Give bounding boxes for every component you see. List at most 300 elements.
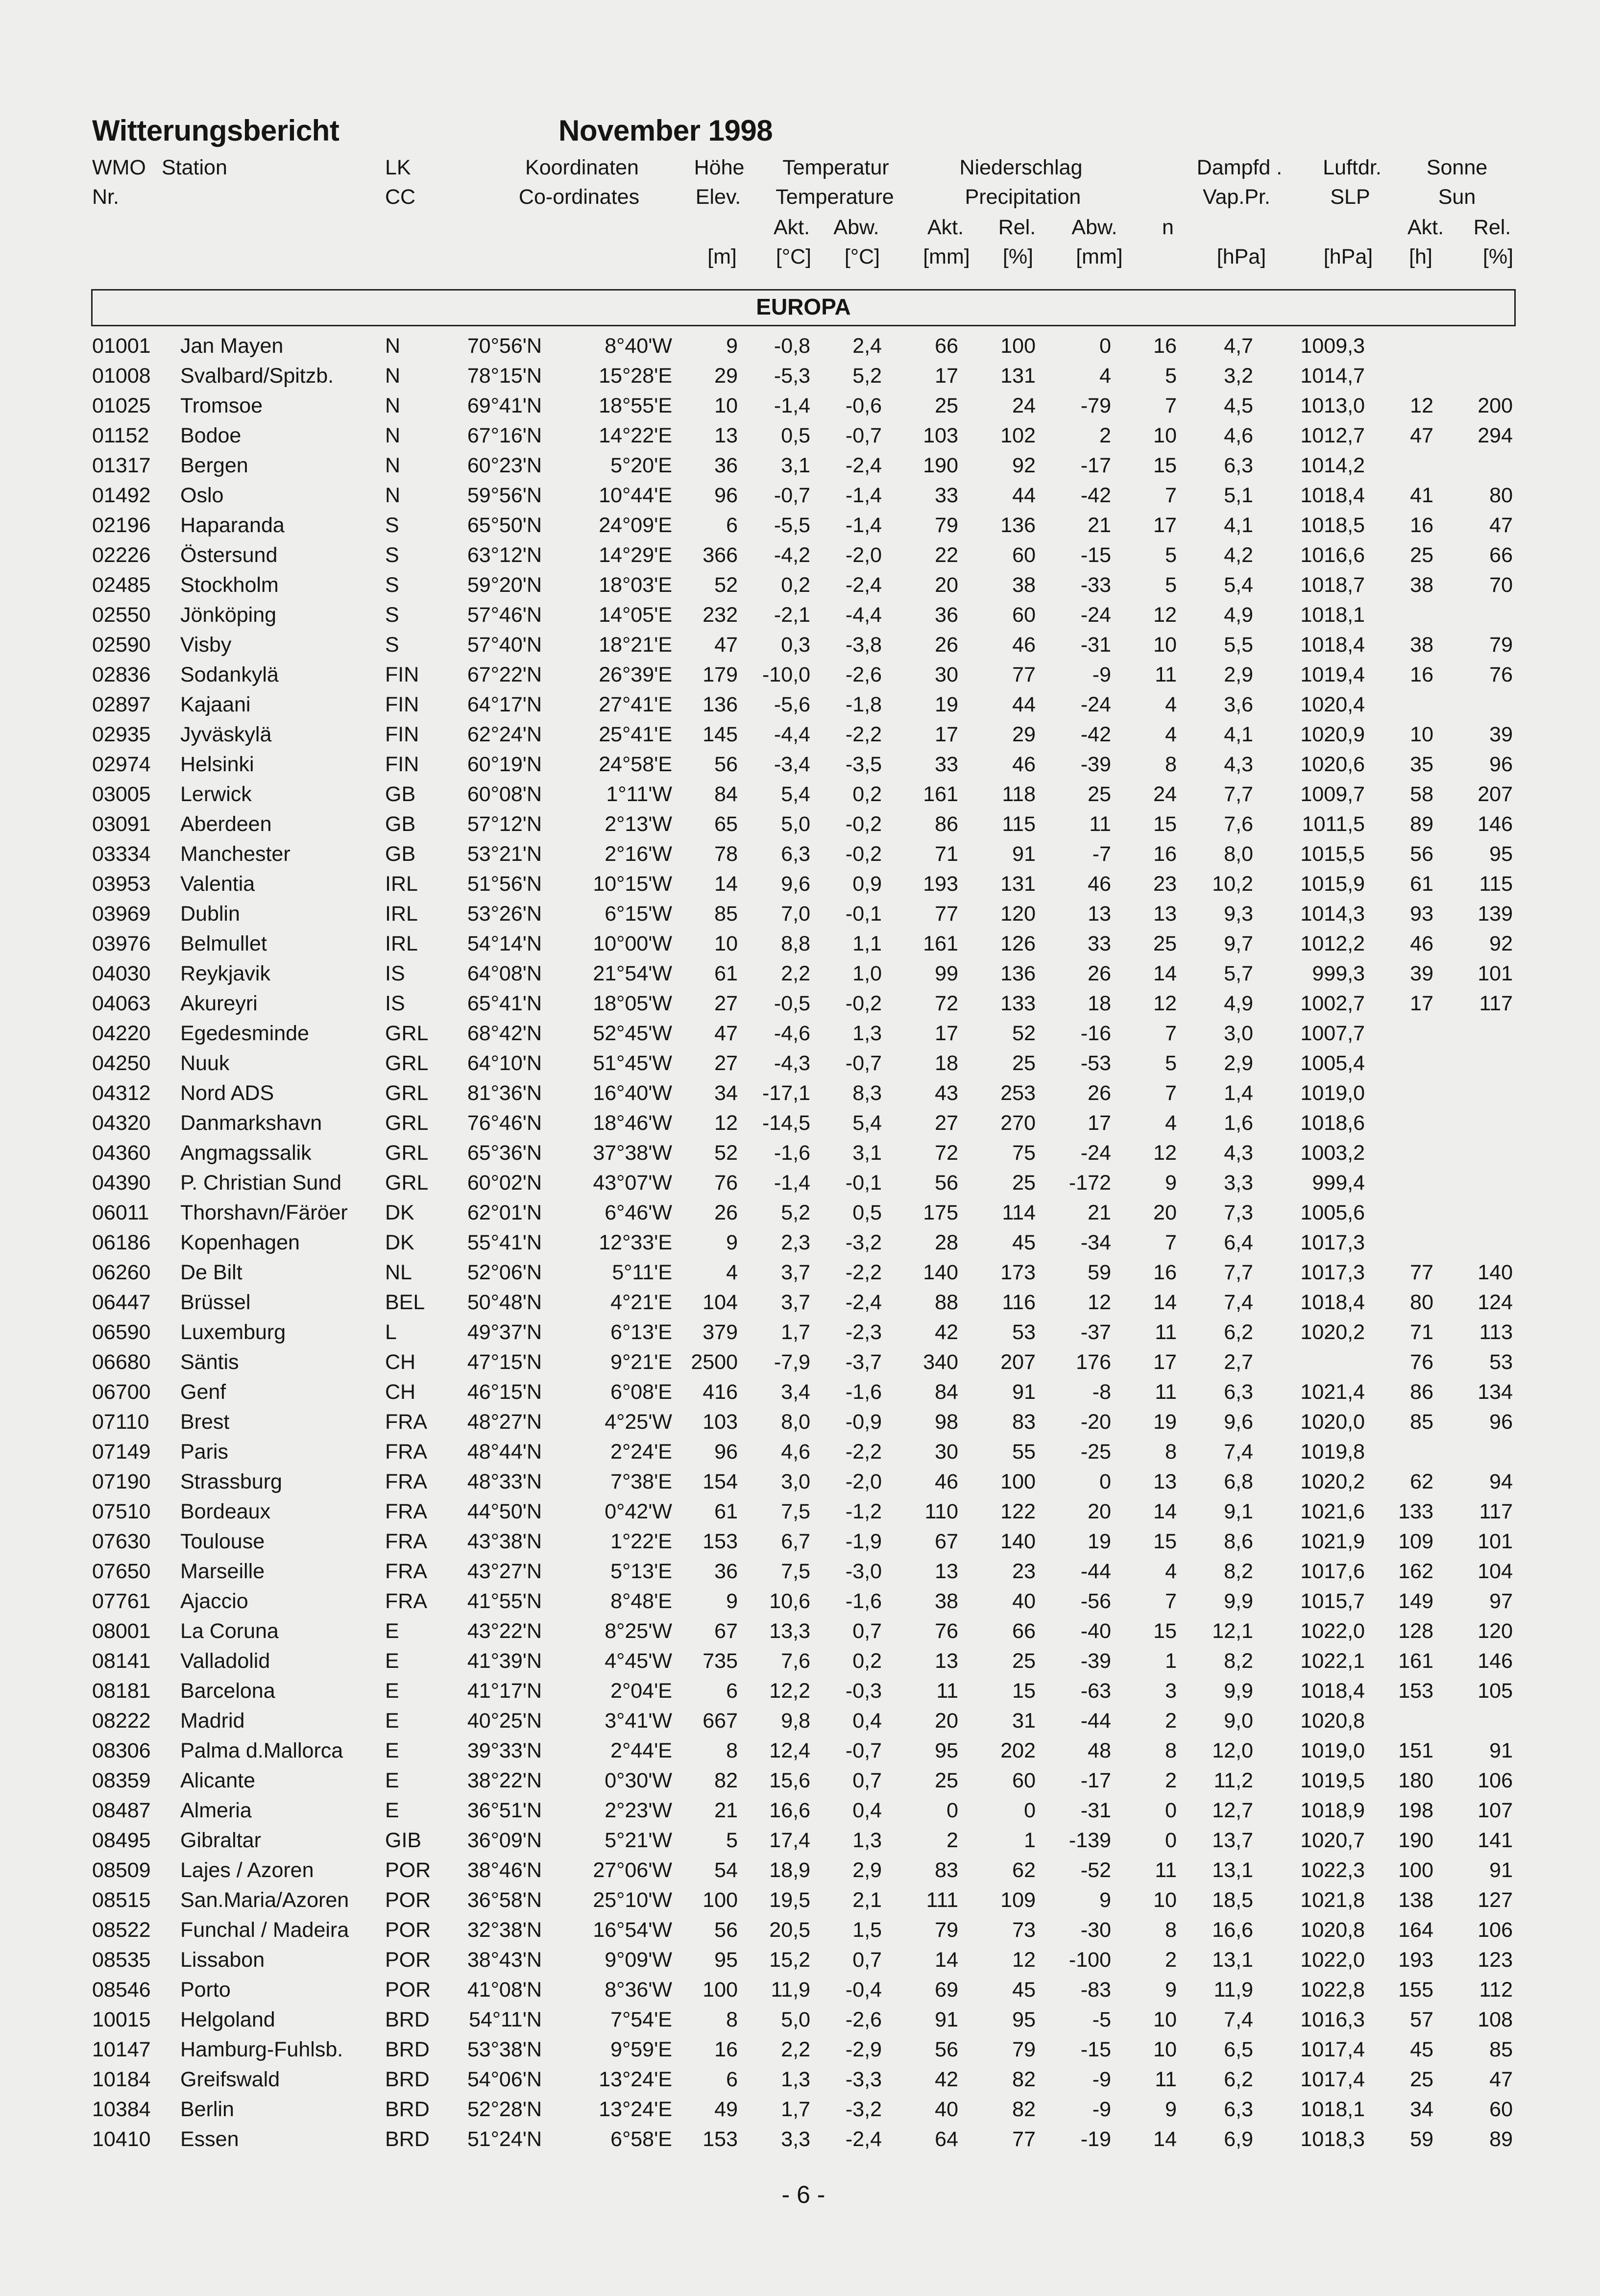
temp-actual-cell: 2,2: [781, 962, 810, 985]
precip-actual-cell: 69: [935, 1978, 958, 2002]
country-code-cell: FIN: [385, 753, 419, 776]
precip-days-cell: 0: [1165, 1799, 1177, 1822]
precip-days-cell: 17: [1153, 1350, 1177, 1374]
longitude-cell: 16°40'W: [593, 1081, 672, 1105]
sun-hours-cell: 149: [1398, 1589, 1433, 1613]
elevation-cell: 145: [703, 723, 738, 746]
latitude-cell: 54°14'N: [467, 932, 542, 955]
sun-hours-cell: 138: [1398, 1888, 1433, 1912]
temp-deviation-cell: -0,6: [845, 394, 882, 417]
station-name-cell: Tromsoe: [180, 394, 263, 417]
region-label: EUROPA: [756, 294, 851, 319]
sea-level-pressure-cell: 1020,6: [1300, 753, 1365, 776]
vapour-pressure-cell: 9,9: [1224, 1589, 1253, 1613]
latitude-cell: 63°12'N: [467, 543, 542, 567]
country-code-cell: BEL: [385, 1291, 425, 1314]
header-elev: Elev.: [695, 185, 741, 209]
wmo-number-cell: 10147: [92, 2038, 151, 2061]
header-dampfd: Dampfd .: [1196, 156, 1283, 179]
precip-days-cell: 4: [1165, 1560, 1177, 1583]
sun-hours-cell: 25: [1410, 2068, 1433, 2091]
precip-actual-cell: 340: [923, 1350, 958, 1374]
precip-relative-cell: 25: [1012, 1649, 1036, 1673]
elevation-cell: 76: [714, 1171, 738, 1195]
table-row: [0, 1288, 1600, 1318]
precip-deviation-cell: -17: [1080, 1769, 1111, 1792]
temp-deviation-cell: -2,2: [845, 1440, 882, 1464]
precip-deviation-cell: -79: [1080, 394, 1111, 417]
sea-level-pressure-cell: 1016,6: [1300, 543, 1365, 567]
latitude-cell: 53°21'N: [467, 842, 542, 866]
precip-relative-cell: 102: [1000, 424, 1036, 447]
sea-level-pressure-cell: 1022,8: [1300, 1978, 1365, 2002]
precip-days-cell: 3: [1165, 1679, 1177, 1703]
station-name-cell: Jyväskylä: [180, 723, 272, 746]
precip-days-cell: 8: [1165, 1440, 1177, 1464]
temp-deviation-cell: -1,8: [845, 693, 882, 716]
temp-actual-cell: -4,2: [774, 543, 810, 567]
elevation-cell: 8: [726, 1739, 738, 1762]
sea-level-pressure-cell: 1021,4: [1300, 1380, 1365, 1404]
station-name-cell: Valladolid: [180, 1649, 270, 1673]
precip-relative-cell: 140: [1000, 1530, 1036, 1553]
precip-actual-cell: 110: [924, 1500, 958, 1523]
sun-relative-cell: 139: [1478, 902, 1513, 926]
station-name-cell: Svalbard/Spitzb.: [180, 364, 334, 388]
temp-deviation-cell: -0,4: [845, 1978, 882, 2002]
precip-actual-cell: 56: [935, 2038, 958, 2061]
latitude-cell: 76°46'N: [467, 1111, 542, 1135]
temp-actual-cell: 11,9: [771, 1978, 810, 2002]
station-name-cell: Barcelona: [180, 1679, 275, 1703]
vapour-pressure-cell: 7,7: [1224, 782, 1253, 806]
precip-relative-cell: 122: [1000, 1500, 1036, 1523]
precip-actual-cell: 11: [936, 1679, 958, 1703]
sun-relative-cell: 104: [1478, 1560, 1513, 1583]
wmo-number-cell: 06590: [92, 1320, 151, 1344]
wmo-number-cell: 08495: [92, 1829, 151, 1852]
temp-deviation-cell: -0,7: [845, 424, 882, 447]
header-temperatur: Temperatur: [782, 156, 889, 179]
latitude-cell: 43°27'N: [467, 1560, 542, 1583]
precip-relative-cell: 53: [1012, 1320, 1036, 1344]
precip-actual-cell: 19: [935, 693, 958, 716]
wmo-number-cell: 02590: [92, 633, 151, 657]
temp-deviation-cell: -2,2: [845, 723, 882, 746]
page-number: - 6 -: [781, 2181, 825, 2208]
table-row: [0, 1826, 1600, 1856]
precip-actual-cell: 161: [923, 932, 958, 955]
sun-hours-cell: 12: [1410, 394, 1433, 417]
table-row: [0, 1258, 1600, 1288]
station-name-cell: Essen: [180, 2127, 239, 2151]
wmo-number-cell: 04360: [92, 1141, 151, 1165]
precip-days-cell: 15: [1153, 1530, 1177, 1553]
elevation-cell: 6: [726, 513, 738, 537]
vapour-pressure-cell: 6,2: [1224, 2068, 1253, 2091]
elevation-cell: 27: [714, 1051, 738, 1075]
precip-deviation-cell: 46: [1088, 872, 1111, 896]
precip-days-cell: 1: [1165, 1649, 1177, 1673]
header-precipitation: Precipitation: [965, 185, 1081, 209]
longitude-cell: 1°22'E: [610, 1530, 672, 1553]
sun-hours-cell: 35: [1410, 753, 1433, 776]
precip-actual-cell: 42: [935, 1320, 958, 1344]
precip-days-cell: 10: [1153, 2038, 1177, 2061]
sun-relative-cell: 123: [1478, 1948, 1513, 1972]
sea-level-pressure-cell: 1020,4: [1300, 693, 1365, 716]
precip-deviation-cell: 59: [1088, 1261, 1111, 1284]
temp-actual-cell: 3,0: [781, 1470, 810, 1493]
wmo-number-cell: 07149: [92, 1440, 151, 1464]
temp-actual-cell: -2,1: [774, 603, 810, 627]
temp-actual-cell: 6,7: [781, 1530, 810, 1553]
header-cc: CC: [385, 185, 416, 209]
precip-deviation-cell: -53: [1080, 1051, 1111, 1075]
sea-level-pressure-cell: 1015,9: [1300, 872, 1365, 896]
temp-deviation-cell: -2,4: [845, 573, 882, 597]
temp-deviation-cell: -2,4: [845, 454, 882, 477]
sun-relative-cell: 85: [1489, 2038, 1513, 2061]
precip-actual-cell: 99: [935, 962, 958, 985]
vapour-pressure-cell: 4,9: [1224, 603, 1253, 627]
precip-relative-cell: 25: [1012, 1171, 1036, 1195]
vapour-pressure-cell: 3,2: [1224, 364, 1253, 388]
sun-relative-cell: 106: [1478, 1769, 1513, 1792]
vapour-pressure-cell: 9,9: [1224, 1679, 1253, 1703]
precip-days-cell: 4: [1165, 1111, 1177, 1135]
temp-actual-cell: 15,6: [769, 1769, 810, 1792]
country-code-cell: POR: [385, 1978, 431, 2002]
precip-deviation-cell: -42: [1080, 484, 1111, 507]
elevation-cell: 56: [714, 753, 738, 776]
precip-deviation-cell: 33: [1088, 932, 1111, 955]
longitude-cell: 3°41'W: [605, 1709, 672, 1733]
latitude-cell: 78°15'N: [467, 364, 542, 388]
precip-actual-cell: 13: [935, 1560, 958, 1583]
sun-hours-cell: 155: [1398, 1978, 1433, 2002]
precip-deviation-cell: -9: [1092, 2068, 1111, 2091]
elevation-cell: 9: [726, 1231, 738, 1254]
station-name-cell: Helsinki: [180, 753, 254, 776]
vapour-pressure-cell: 2,9: [1224, 1051, 1253, 1075]
station-name-cell: Danmarkshavn: [180, 1111, 322, 1135]
latitude-cell: 68°42'N: [467, 1022, 542, 1045]
wmo-number-cell: 06680: [92, 1350, 151, 1374]
sea-level-pressure-cell: 1022,3: [1300, 1858, 1365, 1882]
table-row: [0, 2125, 1600, 2154]
latitude-cell: 59°20'N: [467, 573, 542, 597]
temp-deviation-cell: 8,3: [852, 1081, 882, 1105]
wmo-number-cell: 07510: [92, 1500, 151, 1523]
precip-actual-cell: 42: [935, 2068, 958, 2091]
station-name-cell: Visby: [180, 633, 232, 657]
precip-relative-cell: 109: [1000, 1888, 1036, 1912]
elevation-cell: 34: [714, 1081, 738, 1105]
longitude-cell: 9°59'E: [610, 2038, 672, 2061]
precip-relative-cell: 73: [1012, 1918, 1036, 1942]
precip-relative-cell: 60: [1012, 543, 1036, 567]
vapour-pressure-cell: 16,6: [1212, 1918, 1253, 1942]
table-row: [0, 1108, 1600, 1138]
country-code-cell: BRD: [385, 2008, 430, 2031]
temp-deviation-cell: 0,7: [852, 1948, 882, 1972]
sun-hours-cell: 162: [1398, 1560, 1433, 1583]
temp-actual-cell: 3,1: [781, 454, 810, 477]
station-name-cell: Kajaani: [180, 693, 251, 716]
precip-actual-cell: 40: [935, 2098, 958, 2121]
longitude-cell: 4°21'E: [610, 1291, 672, 1314]
latitude-cell: 54°11'N: [469, 2008, 542, 2031]
table-row: [0, 1676, 1600, 1706]
longitude-cell: 18°03'E: [599, 573, 672, 597]
latitude-cell: 36°58'N: [467, 1888, 542, 1912]
precip-deviation-cell: 19: [1088, 1530, 1111, 1553]
precip-relative-cell: 83: [1012, 1410, 1036, 1434]
unit-prec-akt: [mm]: [923, 245, 970, 269]
precip-relative-cell: 173: [1000, 1261, 1036, 1284]
sun-relative-cell: 146: [1478, 812, 1513, 836]
sun-hours-cell: 100: [1398, 1858, 1433, 1882]
station-name-cell: Bordeaux: [180, 1500, 271, 1523]
precip-deviation-cell: -24: [1080, 693, 1111, 716]
sun-relative-cell: 91: [1489, 1739, 1513, 1762]
longitude-cell: 25°10'W: [593, 1888, 672, 1912]
precip-days-cell: 5: [1165, 543, 1177, 567]
wmo-number-cell: 08509: [92, 1858, 151, 1882]
temp-deviation-cell: 1,0: [852, 962, 882, 985]
vapour-pressure-cell: 7,3: [1224, 1201, 1253, 1224]
latitude-cell: 65°50'N: [467, 513, 542, 537]
country-code-cell: GRL: [385, 1111, 429, 1135]
precip-actual-cell: 30: [935, 663, 958, 686]
latitude-cell: 60°19'N: [467, 753, 542, 776]
temp-actual-cell: 16,6: [769, 1799, 810, 1822]
sun-relative-cell: 146: [1478, 1649, 1513, 1673]
vapour-pressure-cell: 12,1: [1212, 1619, 1253, 1643]
wmo-number-cell: 02935: [92, 723, 151, 746]
temp-actual-cell: -3,4: [774, 753, 810, 776]
longitude-cell: 27°41'E: [599, 693, 672, 716]
elevation-cell: 61: [714, 1500, 738, 1523]
precip-actual-cell: 20: [935, 1709, 958, 1733]
station-name-cell: Strassburg: [180, 1470, 282, 1493]
longitude-cell: 2°23'W: [605, 1799, 672, 1822]
longitude-cell: 24°58'E: [599, 753, 672, 776]
precip-deviation-cell: -19: [1080, 2127, 1111, 2151]
latitude-cell: 57°46'N: [467, 603, 542, 627]
temp-deviation-cell: 2,4: [852, 334, 882, 358]
sun-hours-cell: 71: [1410, 1320, 1433, 1344]
precip-actual-cell: 72: [935, 1141, 958, 1165]
temp-actual-cell: 12,2: [769, 1679, 810, 1703]
table-row: [0, 780, 1600, 809]
header-temperature: Temperature: [776, 185, 894, 209]
station-name-cell: Hamburg-Fuhlsb.: [180, 2038, 343, 2061]
precip-days-cell: 10: [1153, 2008, 1177, 2031]
elevation-cell: 10: [714, 932, 738, 955]
elevation-cell: 5: [726, 1829, 738, 1852]
elevation-cell: 36: [714, 1560, 738, 1583]
header-coordinates: Co-ordinates: [518, 185, 640, 209]
latitude-cell: 49°37'N: [467, 1320, 542, 1344]
precip-actual-cell: 25: [935, 394, 958, 417]
country-code-cell: DK: [385, 1201, 414, 1224]
precip-deviation-cell: 176: [1076, 1350, 1111, 1374]
precip-days-cell: 5: [1165, 573, 1177, 597]
station-name-cell: Nord ADS: [180, 1081, 274, 1105]
sea-level-pressure-cell: 1018,4: [1300, 1679, 1365, 1703]
precip-actual-cell: 20: [935, 573, 958, 597]
country-code-cell: E: [385, 1739, 399, 1762]
vapour-pressure-cell: 6,3: [1224, 1380, 1253, 1404]
temp-actual-cell: 3,3: [781, 2127, 810, 2151]
country-code-cell: N: [385, 334, 401, 358]
vapour-pressure-cell: 11,9: [1213, 1978, 1253, 2002]
precip-relative-cell: 91: [1012, 1380, 1036, 1404]
table-row: [0, 690, 1600, 720]
vapour-pressure-cell: 9,0: [1224, 1709, 1253, 1733]
sea-level-pressure-cell: 1020,0: [1300, 1410, 1365, 1434]
table-row: [0, 1915, 1600, 1945]
sun-hours-cell: 198: [1398, 1799, 1433, 1822]
elevation-cell: 26: [714, 1201, 738, 1224]
header-sonne: Sonne: [1426, 156, 1488, 179]
temp-actual-cell: -0,7: [774, 484, 810, 507]
sea-level-pressure-cell: 1017,4: [1300, 2068, 1365, 2091]
longitude-cell: 0°42'W: [605, 1500, 672, 1523]
table-row: [0, 630, 1600, 660]
precip-days-cell: 17: [1153, 513, 1177, 537]
precip-deviation-cell: -16: [1080, 1022, 1111, 1045]
precip-relative-cell: 75: [1012, 1141, 1036, 1165]
vapour-pressure-cell: 5,1: [1224, 484, 1253, 507]
wmo-number-cell: 03953: [92, 872, 151, 896]
precip-actual-cell: 17: [935, 1022, 958, 1045]
temp-deviation-cell: -0,7: [845, 1051, 882, 1075]
precip-actual-cell: 190: [923, 454, 958, 477]
sun-relative-cell: 94: [1489, 1470, 1513, 1493]
sun-hours-cell: 89: [1410, 812, 1433, 836]
longitude-cell: 8°25'W: [605, 1619, 672, 1643]
precip-days-cell: 12: [1153, 1141, 1177, 1165]
vapour-pressure-cell: 13,1: [1212, 1948, 1253, 1972]
country-code-cell: FRA: [385, 1470, 427, 1493]
precip-actual-cell: 84: [935, 1380, 958, 1404]
station-name-cell: Valentia: [180, 872, 255, 896]
precip-deviation-cell: 2: [1099, 424, 1111, 447]
elevation-cell: 65: [714, 812, 738, 836]
latitude-cell: 54°06'N: [467, 2068, 542, 2091]
temp-deviation-cell: -3,2: [845, 1231, 882, 1254]
temp-actual-cell: 7,5: [781, 1500, 810, 1523]
longitude-cell: 18°55'E: [599, 394, 672, 417]
temp-deviation-cell: -2,4: [845, 1291, 882, 1314]
country-code-cell: E: [385, 1709, 399, 1733]
longitude-cell: 2°24'E: [610, 1440, 672, 1464]
temp-actual-cell: -0,5: [774, 992, 810, 1015]
sun-hours-cell: 47: [1410, 424, 1433, 447]
temp-deviation-cell: -1,2: [845, 1500, 882, 1523]
sea-level-pressure-cell: 1017,6: [1300, 1560, 1365, 1583]
precip-actual-cell: 28: [935, 1231, 958, 1254]
latitude-cell: 50°48'N: [467, 1291, 542, 1314]
precip-deviation-cell: -31: [1080, 633, 1111, 657]
longitude-cell: 2°13'W: [605, 812, 672, 836]
country-code-cell: E: [385, 1649, 399, 1673]
sea-level-pressure-cell: 1018,7: [1300, 573, 1365, 597]
sea-level-pressure-cell: 1019,0: [1300, 1739, 1365, 1762]
longitude-cell: 7°54'E: [610, 2008, 672, 2031]
sun-hours-cell: 193: [1398, 1948, 1433, 1972]
elevation-cell: 136: [703, 693, 738, 716]
sun-hours-cell: 61: [1410, 872, 1433, 896]
country-code-cell: BRD: [385, 2038, 430, 2061]
country-code-cell: POR: [385, 1918, 431, 1942]
longitude-cell: 6°08'E: [610, 1380, 672, 1404]
country-code-cell: FIN: [385, 693, 419, 716]
country-code-cell: FRA: [385, 1440, 427, 1464]
sea-level-pressure-cell: 1020,9: [1300, 723, 1365, 746]
sun-relative-cell: 124: [1478, 1291, 1513, 1314]
table-row: [0, 511, 1600, 540]
precip-deviation-cell: -24: [1080, 603, 1111, 627]
precip-relative-cell: 92: [1012, 454, 1036, 477]
sun-relative-cell: 134: [1478, 1380, 1513, 1404]
table-row: [0, 959, 1600, 989]
table-row: [0, 1587, 1600, 1616]
temp-actual-cell: 4,6: [781, 1440, 810, 1464]
longitude-cell: 25°41'E: [599, 723, 672, 746]
precip-days-cell: 11: [1155, 1380, 1177, 1404]
vapour-pressure-cell: 9,7: [1224, 932, 1253, 955]
precip-actual-cell: 79: [935, 1918, 958, 1942]
precip-deviation-cell: 21: [1088, 1201, 1111, 1224]
elevation-cell: 52: [714, 573, 738, 597]
sun-relative-cell: 113: [1479, 1320, 1513, 1344]
wmo-number-cell: 10410: [92, 2127, 151, 2151]
longitude-cell: 8°40'W: [605, 334, 672, 358]
temp-deviation-cell: -2,0: [845, 1470, 882, 1493]
elevation-cell: 16: [714, 2038, 738, 2061]
country-code-cell: FIN: [385, 663, 419, 686]
table-row: [0, 1168, 1600, 1198]
elevation-cell: 49: [714, 2098, 738, 2121]
wmo-number-cell: 08522: [92, 1918, 151, 1942]
temp-deviation-cell: -3,8: [845, 633, 882, 657]
sea-level-pressure-cell: 1022,1: [1300, 1649, 1365, 1673]
longitude-cell: 8°36'W: [605, 1978, 672, 2002]
sea-level-pressure-cell: 1018,4: [1300, 633, 1365, 657]
table-row: [0, 1138, 1600, 1168]
wmo-number-cell: 10015: [92, 2008, 151, 2031]
precip-relative-cell: 45: [1012, 1231, 1036, 1254]
latitude-cell: 47°15'N: [467, 1350, 542, 1374]
wmo-number-cell: 06011: [92, 1201, 149, 1224]
vapour-pressure-cell: 4,3: [1224, 753, 1253, 776]
table-row: [0, 451, 1600, 481]
table-row: [0, 1557, 1600, 1587]
table-row: [0, 660, 1600, 690]
sun-relative-cell: 39: [1489, 723, 1513, 746]
precip-days-cell: 7: [1165, 1589, 1177, 1613]
precip-deviation-cell: 0: [1099, 334, 1111, 358]
precip-deviation-cell: 26: [1088, 962, 1111, 985]
longitude-cell: 10°44'E: [599, 484, 672, 507]
temp-deviation-cell: 0,7: [852, 1619, 882, 1643]
elevation-cell: 10: [714, 394, 738, 417]
sea-level-pressure-cell: 1018,4: [1300, 1291, 1365, 1314]
